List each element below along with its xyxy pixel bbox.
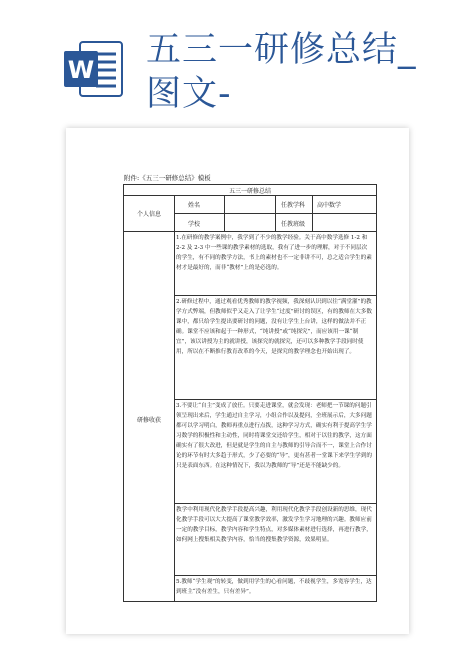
subject-value: 高中数学: [317, 202, 342, 209]
table-title: 五三一研修总结: [228, 188, 271, 195]
school-label: 学校: [188, 221, 201, 228]
word-icon: [62, 38, 124, 100]
document-page: [66, 128, 409, 634]
subject-label: 任教学科: [281, 202, 306, 209]
title-line-2: 图文-: [146, 74, 232, 114]
paragraph-5: 5.教师“学生观”的转变，做到用学生的心看问题，不歧视学生，多宽容学生，达到班主“没有差生，只有差异”。: [176, 579, 372, 595]
paragraph-3: 3.不要让“自主”变成了放任。只要走进课堂，就会发现：老师把一节课的问题引领呈现出来后，学生通过自主学习，小组合作以及提问，全班展示后，大多问题都可以学习明白，教师再重点进行点拨，这种学习方式，确实有利于提高学生学习数学的积极性和主动性，同时将课堂交还给学生，相对于以往的教学，这方面确实有了很大改进，但是就是学生的自主与教师的引导合而不一，课堂上合作讨论的环节有时大多趋于形式，少了必要的“导”，更有甚者一堂课下来学生学到的只是表面东西。在这种情况下，我以为教师的“导”还是不能缺少的。: [176, 403, 372, 469]
summary-table: [123, 184, 377, 602]
attachment-heading: 附件:《五三一研修总结》模板: [124, 174, 211, 182]
name-label: 姓名: [188, 202, 201, 209]
paragraph-2: 2.研修过程中，通过观看优秀教师的教学视频，我深刻认识到以往“满堂灌”的教学方式弊端，但教师似乎又走入了让学生“过度”研讨的误区，有的教师在大多数课中，都只给学生提出要研讨的问题，没有让学生上台讲，这样的做法并不正确。课堂不应该和起于一种形式，“纯讲授”或“纯探究”，而应该用一课“制宜”，该以讲授为主的就讲授，该探究的就探究，还可以多种教学手段同时使用，所以在不断推行教育改革的今天，是探究的教学理念也开始出现了。: [176, 299, 372, 355]
gains-label: 研修收获: [136, 417, 161, 424]
paragraph-1: 1.在研修的教学案例中，我学到了不少的教学经验。关于高中数学选修 1-2 和 2-2 及 2-3 中一些课的教学素材的选取，我有了进一步的理解，对于不同层次的学生，有不同的教学方法，书上的素材也不一定非讲不可，总之适合学生的素材才是最好的，而非“教材”上的是必选的。: [176, 235, 372, 271]
svg-text:W: W: [67, 56, 95, 84]
class-label: 任教班级: [281, 221, 306, 228]
title-line-1: 五三一研修总结_: [146, 30, 417, 70]
personal-info-label: 个人信息: [136, 211, 161, 218]
document-title: [146, 28, 417, 116]
paragraph-4: 教学中利用现代化教学手段提高兴趣，利用现代化教学手段创设新的思维，现代化教学手段可以大大提高了课堂教学效率，激发学生学习地理的兴趣。教师应前一定的教学目标，教学内容和学生特点，对多媒体素材进行选择，再进行教学，如何网上搜集相关教学内容，恰当的搜集教学资源，效果明显。: [176, 507, 372, 543]
